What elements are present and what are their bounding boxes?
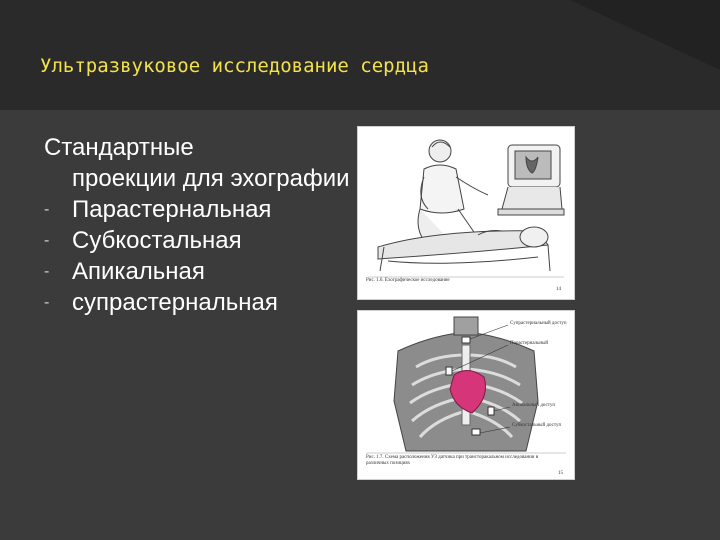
bottom-figure-page: 15 bbox=[558, 471, 563, 476]
list-item bbox=[44, 256, 354, 287]
bullet-dash: - bbox=[44, 263, 50, 280]
bottom-figure-caption: Рис. 1.7. Схема расположения УЗ датчика при трансторакальном исследовании в различных позициях bbox=[366, 455, 539, 466]
chest-schematic-illustration bbox=[358, 311, 574, 479]
list-item-label: супрастернальная bbox=[72, 289, 278, 316]
chest-schematic-drawing bbox=[358, 311, 574, 479]
list-item-label: Субкостальная bbox=[72, 227, 242, 254]
corner-decoration bbox=[570, 0, 720, 70]
top-figure-caption: Рис. 1.6. Ехографическое исследование bbox=[366, 278, 450, 283]
intro-rest: проекции для эхографии bbox=[72, 165, 350, 192]
intro-text bbox=[44, 132, 354, 194]
list-item bbox=[44, 287, 354, 318]
intro-first-line: Стандартные bbox=[44, 134, 194, 161]
list-item bbox=[44, 225, 354, 256]
bullet-dash: - bbox=[44, 232, 50, 249]
projection-list bbox=[44, 194, 354, 318]
label-apical: Апикальный доступ bbox=[512, 403, 555, 408]
list-item-label: Парастернальная bbox=[72, 196, 272, 223]
slide-title: Ультразвуковое исследование сердца bbox=[40, 55, 429, 77]
label-parasternal: Парастернальный bbox=[510, 341, 549, 346]
top-figure-page: 14 bbox=[556, 287, 561, 292]
bullet-dash: - bbox=[44, 294, 50, 311]
echo-exam-illustration bbox=[358, 127, 574, 299]
list-item bbox=[44, 194, 354, 225]
slide-body bbox=[44, 132, 354, 318]
bullet-dash: - bbox=[44, 201, 50, 218]
echo-exam-drawing bbox=[358, 127, 574, 299]
label-suprasternal: Супрастернальный доступ bbox=[510, 321, 567, 326]
label-subcostal: Субкостальный доступ bbox=[512, 423, 562, 428]
list-item-label: Апикальная bbox=[72, 258, 205, 285]
